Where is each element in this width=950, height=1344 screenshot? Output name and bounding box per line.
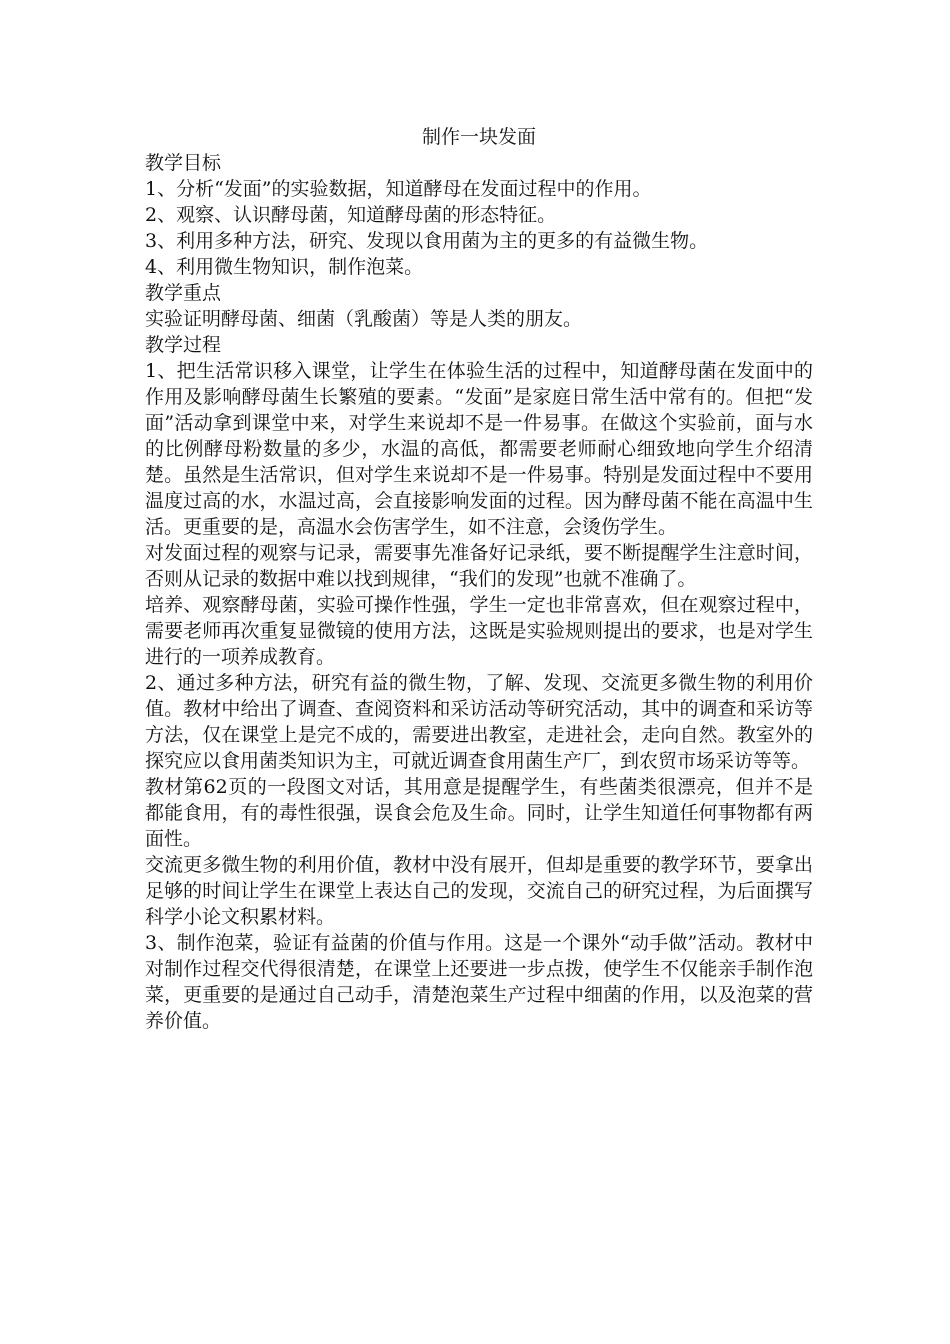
goal-item: 2、观察、认识酵母菌，知道酵母菌的形态特征。 — [145, 204, 557, 226]
goal-item: 4、利用微生物知识，制作泡菜。 — [145, 256, 424, 278]
process-paragraph: 交流更多微生物的利用价值，教材中没有展开，但却是重要的教学环节，要拿出足够的时间让学生在课堂上表达自己的发现，交流自己的研究过程，为后面撰写科学小论文积累材料。 — [145, 854, 813, 928]
document-page — [145, 124, 813, 1034]
process-paragraph: 1、把生活常识移入课堂，让学生在体验生活的过程中，知道酵母菌在发面中的作用及影响酵母菌生长繁殖的要素。“发面”是家庭日常生活中常有的。但把“发面”活动拿到课堂中来，对学生来说却不是一件易事。在做这个实验前，面与水的比例酵母粉数量的多少，水温的高低，都需要老师耐心细致地向学生介绍清楚。虽然是生活常识，但对学生来说却不是一件易事。特别是发面过程中不要用温度过高的水，水温过高，会直接影响发面的过程。因为酵母菌不能在高温中生活。更重要的是，高温水会伤害学生，如不注意，会烫伤学生。 — [145, 360, 813, 538]
focus-text: 实验证明酵母菌、细菌（乳酸菌）等是人类的朋友。 — [145, 308, 583, 330]
process-paragraph: 培养、观察酵母菌，实验可操作性强，学生一定也非常喜欢，但在观察过程中，需要老师再次重复显微镜的使用方法，这既是实验规则提出的要求，也是对学生进行的一项养成教育。 — [145, 594, 813, 668]
process-paragraph: 2、通过多种方法，研究有益的微生物，了解、发现、交流更多微生物的利用价值。教材中给出了调查、查阅资料和采访活动等研究活动，其中的调查和采访等方法，仅在课堂上是完不成的，需要进出教室，走进社会，走向自然。教室外的探究应以食用菌类知识为主，可就近调查食用菌生产厂，到农贸市场采访等等。 — [145, 672, 813, 772]
process-heading: 教学过程 — [145, 334, 222, 356]
focus-heading: 教学重点 — [145, 282, 222, 304]
goal-item: 3、利用多种方法，研究、发现以食用菌为主的更多的有益微生物。 — [145, 230, 709, 252]
process-paragraph: 3、制作泡菜，验证有益菌的价值与作用。这是一个课外“动手做”活动。教材中对制作过程交代得很清楚，在课堂上还要进一步点拨，使学生不仅能亲手制作泡菜，更重要的是通过自己动手，清楚泡菜生产过程中细菌的作用，以及泡菜的营养价值。 — [145, 932, 813, 1032]
document-title: 制作一块发面 — [421, 126, 536, 148]
process-paragraph: 对发面过程的观察与记录，需要事先准备好记录纸，要不断提醒学生注意时间，否则从记录的数据中难以找到规律，“我们的发现”也就不准确了。 — [145, 542, 813, 590]
goal-item: 1、分析“发面”的实验数据，知道酵母在发面过程中的作用。 — [145, 178, 652, 200]
goals-heading: 教学目标 — [145, 152, 222, 174]
process-paragraph: 教材第62页的一段图文对话，其用意是提醒学生，有些菌类很漂亮，但并不是都能食用，有的毒性很强，误食会危及生命。同时，让学生知道任何事物都有两面性。 — [145, 776, 813, 850]
